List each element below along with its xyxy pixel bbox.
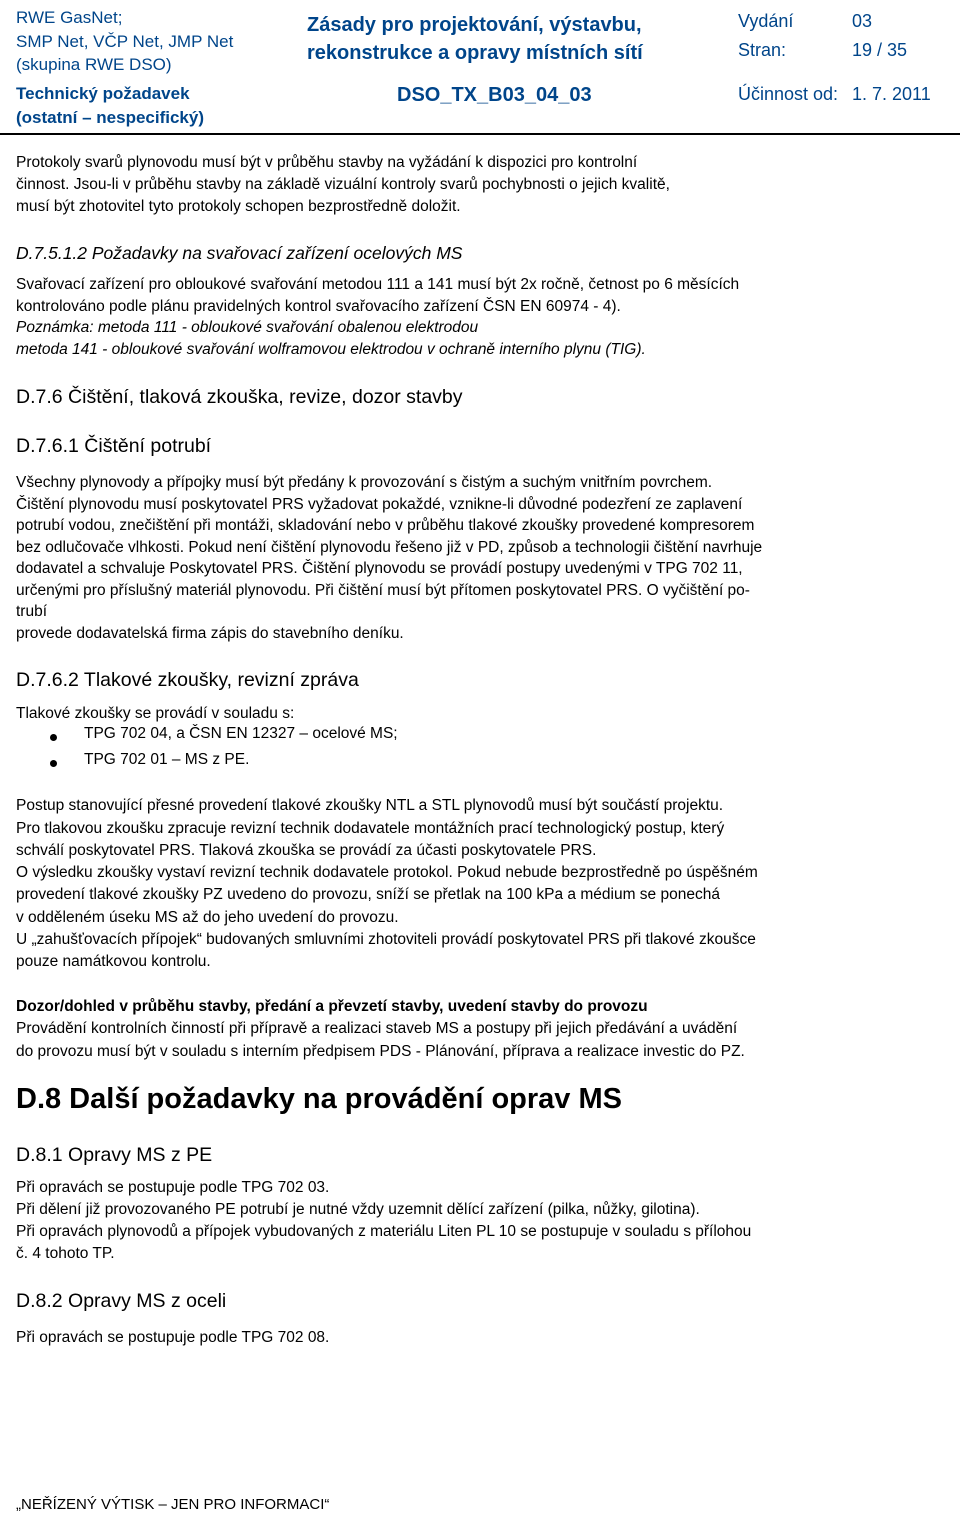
company-line-1: RWE GasNet; [16,8,123,27]
requirement-line-2: (ostatní – nespecifický) [16,108,205,127]
d762-line-3: schválí poskytovatel PRS. Tlaková zkouška se provádí za účasti poskytovatele PRS. [16,842,597,859]
doc-title-line-1: Zásady pro projektování, výstavbu, [307,14,642,36]
d81-line-4: č. 4 tohoto TP. [16,1245,115,1262]
d761-line-4: bez odlučovače vlhkosti. Pokud není čištění plynovodu řešeno již v PD, způsob a technologii čištění navrhuje [16,539,763,556]
dozor-line-1: Provádění kontrolních činností při přípravě a realizaci staveb MS a postupy při jejich předávání a uvádění [16,1020,738,1037]
d762-line-8: pouze namátkovou kontrolu. [16,953,211,970]
heading-d762: D.7.6.2 Tlakové zkoušky, revizní zpráva [16,669,359,691]
heading-d82: D.8.2 Opravy MS z oceli [16,1290,227,1312]
bullet-dot-2 [50,760,57,767]
d762-line-4: O výsledku zkoušky vystaví revizní technik dodavatele protokol. Pokud nebude bezprostředně po úspěšném [16,864,758,881]
d7512-line-1: Svařovací zařízení pro obloukové svařování metodou 111 a 141 musí být 2x ročně, četnost po 6 měsících [16,276,740,293]
header-divider [0,133,960,135]
d7512-line-2: kontrolováno podle plánu pravidelných kontrol svařovacího zařízení ČSN EN 60974 - 4). [16,298,621,315]
d762-line-5: provedení tlakové zkoušky PZ uvedeno do provozu, sníží se přetlak na 100 kPa a médium se ponechá [16,886,720,903]
d762-intro: Tlakové zkoušky se provádí v souladu s: [16,705,295,722]
company-line-2: SMP Net, VČP Net, JMP Net [16,32,234,51]
bullet-dot-1 [50,734,57,741]
document-code: DSO_TX_B03_04_03 [397,84,592,106]
d761-line-7: trubí [16,603,48,620]
d7512-note-1: Poznámka: metoda 111 - obloukové svařování obalenou elektrodou [16,319,479,336]
vydani-value: 03 [852,11,873,31]
intro-line-1: Protokoly svarů plynovodu musí být v průběhu stavby na vyžádání k dispozici pro kontrolní [16,154,638,171]
d762-line-2: Pro tlakovou zkoušku zpracuje revizní technik dodavatele montážních prací technologický postup, který [16,820,725,837]
heading-d761: D.7.6.1 Čištění potrubí [16,435,212,457]
footer-note: „NEŘÍZENÝ VÝTISK – JEN PRO INFORMACI“ [16,1496,330,1513]
heading-d81: D.8.1 Opravy MS z PE [16,1144,213,1166]
dozor-heading: Dozor/dohled v průběhu stavby, předání a převzetí stavby, uvedení stavby do provozu [16,998,648,1015]
d761-line-1: Všechny plynovody a přípojky musí být předány k provozování s čistým a suchým vnitřním povrchem. [16,474,713,491]
d762-bullet-1: TPG 702 04, a ČSN EN 12327 – ocelové MS; [84,725,398,742]
d81-line-2: Při dělení již provozovaného PE potrubí je nutné vždy uzemnit dělící zařízení (pilka, nůžky, gilotina). [16,1201,700,1218]
heading-d76: D.7.6 Čištění, tlaková zkouška, revize, dozor stavby [16,386,463,408]
stran-value: 19 / 35 [852,40,908,60]
d761-line-2: Čištění plynovodu musí poskytovatel PRS vyžadovat pokaždé, vznikne-li důvodné podezření ze zaplavení [16,496,743,513]
d761-line-8: provede dodavatelská firma zápis do stavebního deníku. [16,625,404,642]
doc-title-line-2: rekonstrukce a opravy místních sítí [307,42,643,64]
ucinnost-value: 1. 7. 2011 [852,84,931,104]
d7512-note-2: metoda 141 - obloukové svařování wolframovou elektrodou v ochraně interního plynu (TIG). [16,341,646,358]
d762-bullet-2: TPG 702 01 – MS z PE. [84,751,250,768]
d761-line-6: určenými pro příslušný materiál plynovodu. Při čištění musí být přítomen poskytovatel PRS. O vyčištění po- [16,582,750,599]
heading-d8: D.8 Další požadavky na provádění oprav MS [16,1083,622,1115]
stran-label: Stran: [738,40,787,60]
document-header [0,0,960,135]
d762-line-1: Postup stanovující přesné provedení tlakové zkoušky NTL a STL plynovodů musí být součástí projektu. [16,797,724,814]
d82-line-1: Při opravách se postupuje podle TPG 702 08. [16,1329,330,1346]
dozor-line-2: do provozu musí být v souladu s interním předpisem PDS - Plánování, příprava a realizace investic do PZ. [16,1043,745,1060]
d81-line-3: Při opravách plynovodů a přípojek vybudovaných z materiálu Liten PL 10 se postupuje v souladu s přílohou [16,1223,752,1240]
d761-line-3: potrubí vodou, znečištění při montáži, skladování nebo v průběhu tlakové zkoušky provedené kompresorem [16,517,755,534]
heading-d7512: D.7.5.1.2 Požadavky na svařovací zařízení ocelových MS [16,243,463,263]
ucinnost-label: Účinnost od: [738,84,839,104]
requirement-line-1: Technický požadavek [16,84,190,103]
d762-line-6: v odděleném úseku MS až do jeho uvedení do provozu. [16,909,399,926]
d762-line-7: U „zahušťovacích přípojek“ budovaných smluvními zhotoviteli provádí poskytovatel PRS při tlakové zkoušce [16,931,756,948]
intro-line-3: musí být zhotovitel tyto protokoly schopen bezprostředně doložit. [16,198,461,215]
company-line-3: (skupina RWE DSO) [16,55,172,74]
d81-line-1: Při opravách se postupuje podle TPG 702 03. [16,1179,330,1196]
vydani-label: Vydání [738,11,794,31]
d761-line-5: dodavatel a schvaluje Poskytovatel PRS. Čištění plynovodu se provádí postupy uvedenými v TPG 702 11, [16,560,743,577]
intro-line-2: činnost. Jsou-li v průběhu stavby na základě vizuální kontroly svarů pochybnosti o jejich kvalitě, [16,176,670,193]
